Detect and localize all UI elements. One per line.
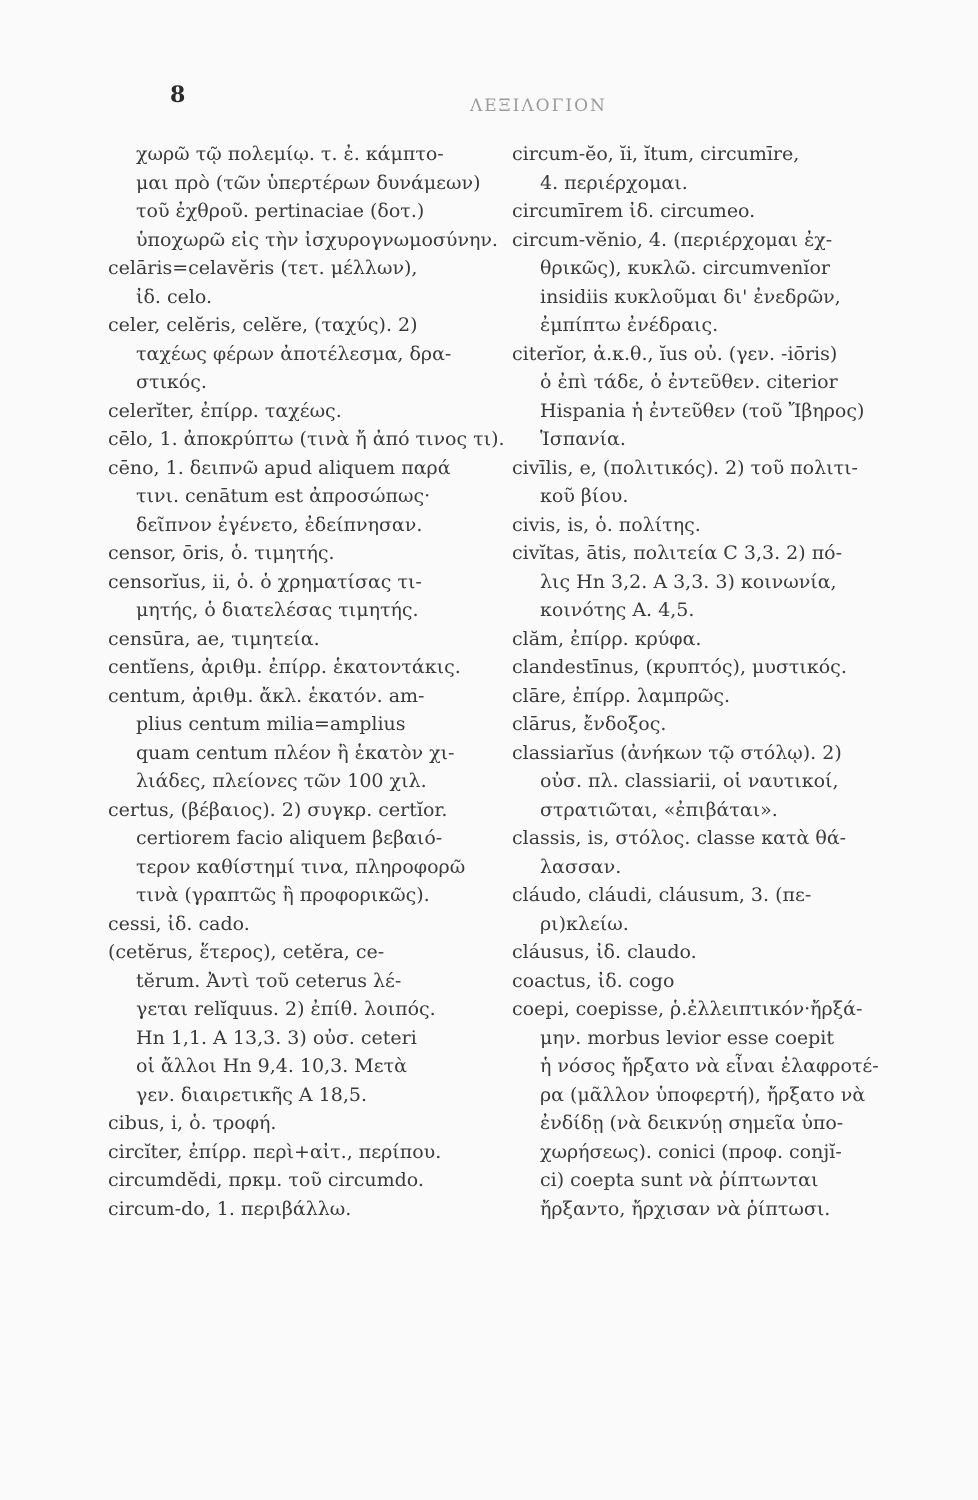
entry-line: civis, is, ὁ. πολίτης. (512, 513, 701, 536)
entry-line: clăm, ἐπίρρ. κρύφα. (512, 627, 702, 650)
entry-line: λιάδες, πλείονες τῶν 100 χιλ. (136, 770, 427, 792)
entry-line: ὁ ἐπὶ τάδε, ὁ ἐντεῦθεν. citerior (540, 371, 838, 393)
entry-line: λις Hn 3,2. A 3,3. 3) κοινωνία, (540, 570, 837, 593)
entry-line: censor, ōris, ὁ. τιμητής. (108, 542, 335, 564)
entry-line: tĕrum. Ἀντὶ τοῦ ceterus λέ- (136, 969, 402, 992)
entry-line: οἱ ἄλλοι Hn 9,4. 10,3. Μετὰ (136, 1055, 407, 1077)
entry-line: δεῖπνον ἐγένετο, ἐδείπνησαν. (136, 513, 423, 536)
entry-line: ρα (μᾶλλον ὑποφερτή), ἤρξατο νὰ (540, 1083, 866, 1106)
entry-line: ρι)κλείω. (540, 912, 629, 935)
left-column (108, 140, 508, 1223)
entry-line: λασσαν. (540, 855, 622, 878)
entry-line: τινι. cenātum est ἀπροσώπως· (136, 485, 431, 507)
entry-line: plius centum milia=amplius (136, 713, 406, 735)
entry-line: coepi, coepisse, ῥ.ἐλλειπτικόν·ἤρξά- (512, 998, 863, 1020)
entry-line: celerĭter, ἐπίρρ. ταχέως. (108, 399, 342, 422)
entry-line: cláusus, ἰδ. claudo. (512, 941, 697, 963)
entry-line: clandestīnus, (κρυπτός), μυστικός. (512, 656, 847, 678)
entry-line: classiarĭus (ἀνήκων τῷ στόλῳ). 2) (512, 741, 842, 764)
entry-line: cessi, ἰδ. cado. (108, 912, 250, 935)
entry-line: clārus, ἔνδοξος. (512, 713, 667, 735)
entry-line: circum-ĕo, ĭi, ĭtum, circumīre, (512, 143, 800, 165)
entry-line: quam centum πλέον ἢ ἑκατὸν χι- (136, 741, 455, 764)
entry-line: certiorem facio aliquem βεβαιό- (136, 827, 443, 849)
entry-line: Hn 1,1. A 13,3. 3) οὐσ. ceteri (136, 1026, 417, 1049)
entry-line: μητής, ὁ διατελέσας τιμητής. (136, 599, 419, 621)
entry-line: (cetĕrus, ἕτερος), cetĕra, ce- (108, 941, 385, 963)
entry-line: γεται relĭquus. 2) ἐπίθ. λοιπός. (136, 998, 436, 1020)
entry-line: circumdĕdi, πρκμ. τοῦ circumdo. (108, 1169, 424, 1191)
entry-line: cláudo, cláudi, cláusum, 3. (πε- (512, 884, 812, 906)
entry-line: circum-vĕnio, 4. (περιέρχομαι ἐχ- (512, 228, 833, 251)
entry-line: ἰδ. celo. (136, 285, 213, 308)
entry-line: τερον καθίστημί τινα, πληροφορῶ (136, 855, 466, 878)
entry-line: ταχέως φέρων ἀποτέλεσμα, δρα- (136, 342, 452, 365)
entry-line: censorĭus, ii, ὁ. ὁ χρηματίσας τι- (108, 570, 422, 593)
entry-line: κοινότης A. 4,5. (540, 599, 695, 621)
entry-line: ἐμπίπτω ἐνέδραις. (540, 314, 719, 336)
entry-line: certus, (βέβαιος). 2) συγκρ. certĭor. (108, 798, 448, 821)
entry-line: Hispania ἡ ἐντεῦθεν (τοῦ Ἴβηρος) (540, 399, 865, 422)
entry-line: τοῦ ἐχθροῦ. pertinaciae (δοτ.) (136, 200, 425, 222)
entry-line: censūra, ae, τιμητεία. (108, 627, 320, 650)
entry-line: circumīrem ἰδ. circumeo. (512, 200, 756, 222)
entry-line: οὐσ. πλ. classiarii, οἱ ναυτικοί, (540, 770, 839, 792)
entry-line: μαι πρὸ (τῶν ὑπερτέρων δυνάμεων) (136, 171, 481, 194)
running-head: ΛΕΞΙΛΟΓΙΟΝ (470, 96, 607, 116)
entry-line: cibus, i, ὁ. τροφή. (108, 1112, 277, 1134)
entry-line: celer, celĕris, celĕre, (ταχύς). 2) (108, 314, 418, 336)
entry-line: χωρήσεως). conici (προφ. conjĭ- (540, 1140, 842, 1163)
entry-line: χωρῶ τῷ πολεμίῳ. τ. ἐ. κάμπτο- (136, 143, 444, 165)
entry-line: cēno, 1. δειπνῶ apud aliquem παρά (108, 456, 451, 479)
entry-line: στρατιῶται, «ἐπιβάται». (540, 798, 778, 821)
entry-line: centum, ἀριθμ. ἄκλ. ἑκατόν. am- (108, 684, 425, 707)
entry-line: τινὰ (γραπτῶς ἢ προφορικῶς). (136, 884, 430, 906)
entry-line: 4. περιέρχομαι. (540, 171, 688, 194)
entry-line: ὑποχωρῶ εἰς τὴν ἰσχυρογνωμοσύνην. (136, 228, 498, 251)
entry-line: στικός. (136, 371, 207, 393)
entry-line: classis, is, στόλος. classe κατὰ θά- (512, 827, 847, 849)
right-column (512, 140, 912, 1223)
entry-line: insidiis κυκλοῦμαι δι' ἐνεδρῶν, (540, 285, 841, 308)
entry-line: cēlo, 1. ἀποκρύπτω (τινὰ ἤ ἀπό τινος τι). (108, 428, 505, 450)
entry-line: ἡ νόσος ἤρξατο νὰ εἶναι ἐλαφροτέ- (540, 1055, 879, 1077)
entry-line: μην. morbus levior esse coepit (540, 1026, 835, 1049)
entry-line: ci) coepta sunt νὰ ῥίπτωνται (540, 1169, 819, 1191)
entry-line: celāris=celavĕris (τετ. μέλλων), (108, 257, 418, 279)
page-number: 8 (170, 82, 186, 108)
entry-line: civĭtas, ātis, πολιτεία C 3,3. 2) πό- (512, 542, 843, 564)
entry-line: circum-do, 1. περιβάλλω. (108, 1197, 352, 1220)
entry-line: centĭens, ἀριθμ. ἐπίρρ. ἑκατοντάκις. (108, 656, 461, 678)
entry-line: Ἱσπανία. (540, 428, 626, 450)
entry-line: κοῦ βίου. (540, 485, 629, 507)
entry-line: ἐνδίδῃ (νὰ δεικνύῃ σημεῖα ὑπο- (540, 1112, 844, 1134)
entry-line: citerĭor, ἀ.κ.θ., ĭus οὐ. (γεν. -iōris) (512, 342, 838, 365)
entry-line: civīlis, e, (πολιτικός). 2) τοῦ πολιτι- (512, 456, 858, 479)
entry-line: γεν. διαιρετικῆς A 18,5. (136, 1083, 368, 1106)
entry-line: ἤρξαντο, ἤρχισαν νὰ ῥίπτωσι. (540, 1197, 831, 1220)
entry-line: circĭter, ἐπίρρ. περὶ+αἰτ., περίπου. (108, 1140, 442, 1163)
entry-line: coactus, ἰδ. cogo (512, 969, 675, 992)
entry-line: clāre, ἐπίρρ. λαμπρῶς. (512, 684, 731, 707)
entry-line: θρικῶς), κυκλῶ. circumvenĭor (540, 257, 830, 279)
